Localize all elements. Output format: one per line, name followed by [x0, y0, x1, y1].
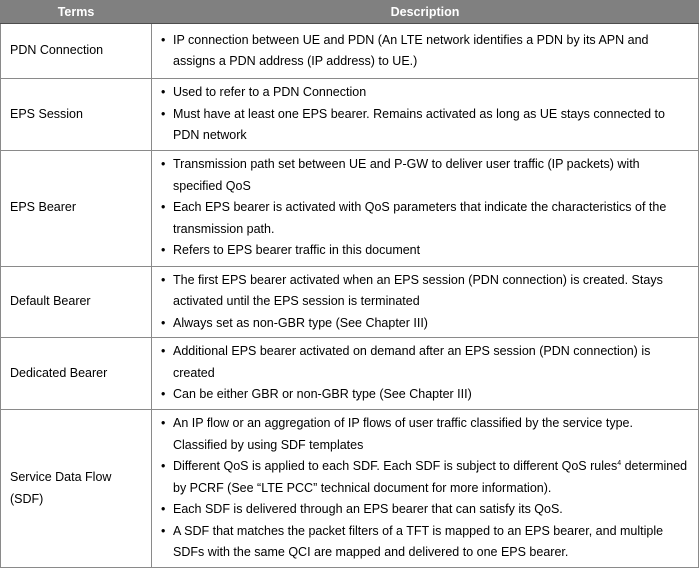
list-item: • Always set as non-GBR type (See Chapter III) [161, 313, 690, 335]
bullet-icon: • [161, 157, 166, 172]
description-list [161, 270, 690, 335]
bullet-icon: • [161, 315, 166, 330]
table-row [1, 410, 699, 568]
bullet-icon: • [161, 32, 166, 47]
term-cell: Dedicated Bearer [1, 338, 152, 410]
list-item: • Can be either GBR or non-GBR type (See Chapter III) [161, 384, 690, 406]
bullet-icon: • [161, 502, 166, 517]
description-list [161, 30, 690, 73]
list-item: • An IP flow or an aggregation of IP flows of user traffic classified by the service type. Classified by using SDF templates [161, 413, 690, 456]
list-item: • Different QoS is applied to each SDF. Each SDF is subject to different QoS rules$^4$ determined by PCRF (See “LTE PCC” technical document for more information). [161, 456, 690, 499]
bullet-icon: • [161, 523, 166, 538]
bullet-icon: • [161, 85, 166, 99]
description-cell [152, 24, 699, 79]
table-row [1, 266, 699, 338]
description-cell [152, 150, 699, 266]
table-header-row [1, 1, 699, 24]
list-item: • Used to refer to a PDN Connection [161, 82, 690, 104]
description-list [161, 154, 690, 262]
bullet-icon: • [161, 200, 166, 215]
bullet-icon: • [161, 344, 166, 359]
list-item: • IP connection between UE and PDN (An LTE network identifies a PDN by its APN and assigns a PDN address (IP address) to UE.) [161, 30, 690, 73]
bullet-icon: • [161, 243, 166, 258]
list-item: • Each SDF is delivered through an EPS bearer that can satisfy its QoS. [161, 499, 690, 521]
description-cell [152, 410, 699, 568]
description-cell [152, 79, 699, 151]
footnote-mark: 4 [617, 460, 622, 468]
description-cell [152, 266, 699, 338]
table-row [1, 338, 699, 410]
list-item: • The first EPS bearer activated when an EPS session (PDN connection) is created. Stays activated until the EPS session is terminated [161, 270, 690, 313]
list-item: • Each EPS bearer is activated with QoS parameters that indicate the characteristics of the transmission path. [161, 197, 690, 240]
table-row [1, 24, 699, 79]
term-cell: Default Bearer [1, 266, 152, 338]
bullet-icon: • [161, 106, 166, 121]
term-cell: PDN Connection [1, 24, 152, 79]
term-cell: EPS Bearer [1, 150, 152, 266]
bullet-icon: • [161, 387, 166, 402]
description-list [161, 82, 690, 147]
description-list [161, 413, 690, 564]
table-row [1, 79, 699, 151]
table-row [1, 150, 699, 266]
term-cell: Service Data Flow (SDF) [1, 410, 152, 568]
header-description: Description [152, 1, 699, 24]
list-item: • Transmission path set between UE and P-GW to deliver user traffic (IP packets) with specified QoS [161, 154, 690, 197]
term-cell: EPS Session [1, 79, 152, 151]
list-item: • A SDF that matches the packet filters of a TFT is mapped to an EPS bearer, and multiple SDFs with the same QCI are mapped and delivered to one EPS bearer. [161, 521, 690, 564]
bullet-icon: • [161, 459, 166, 474]
description-list [161, 341, 690, 406]
description-cell [152, 338, 699, 410]
list-item: • Refers to EPS bearer traffic in this document [161, 240, 690, 262]
list-item: • Must have at least one EPS bearer. Remains activated as long as UE stays connected to PDN network [161, 104, 690, 147]
bullet-icon: • [161, 416, 166, 431]
header-terms: Terms [1, 1, 152, 24]
list-item: • Additional EPS bearer activated on demand after an EPS session (PDN connection) is created [161, 341, 690, 384]
bullet-icon: • [161, 272, 166, 287]
